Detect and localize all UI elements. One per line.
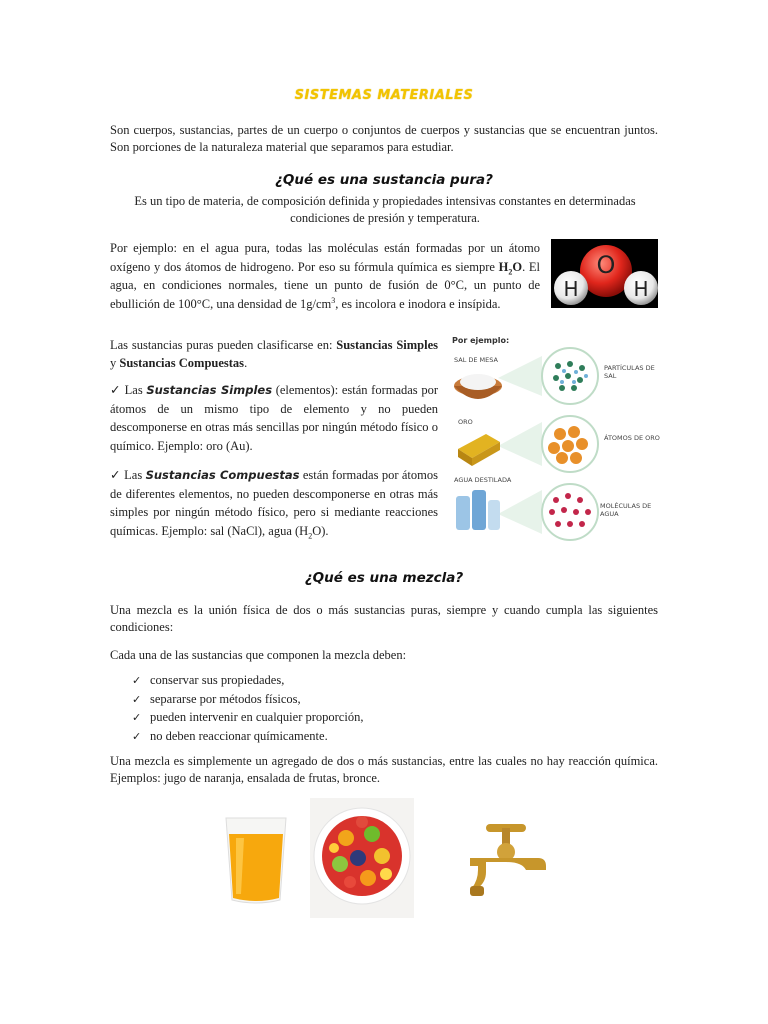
substances-figure	[450, 334, 662, 550]
list-item: ✓ conservar sus propiedades,	[132, 672, 532, 691]
mezcla-definition: Una mezcla es la unión física de dos o más sustancias puras, siempre y cuando cumpla las siguientes condiciones:	[110, 603, 658, 634]
fruit-salad-image	[310, 798, 414, 918]
example-text-2: . El agua, en condiciones normales, tiene un punto de fusión de 0°C, un punto de ebullición de 100°C, una densidad de 1g/cm	[110, 259, 541, 311]
label-oro: ORO	[458, 418, 473, 426]
heading-mezcla: ¿Qué es una mezcla?	[304, 570, 464, 586]
example-sup: 3	[331, 295, 336, 305]
simples-paragraph: ✓ Las Sustancias Simples (elementos): están formadas por átomos de un mismo tipo de elemento y no pueden descomponerse en otras más sencillas por ningún método físico o químico. Ejemplo: oro (Au).	[110, 383, 438, 453]
page-title: SISTEMAS MATERIALES	[294, 88, 474, 103]
definition-paragraph: Es un tipo de materia, de composición definida y propiedades intensivas constantes en determinadas condiciones de presión y temperatura.	[134, 194, 636, 225]
mezcla-lead: Cada una de las sustancias que componen la mezcla deben:	[110, 648, 407, 662]
figure-caption: Por ejemplo:	[452, 336, 510, 345]
label-moleculas-agua: MOLÉCULAS DE AGUA	[600, 502, 652, 518]
check-icon: ✓	[132, 730, 142, 743]
label-sal-de-mesa: SAL DE MESA	[454, 356, 498, 364]
list-item: ✓ no deben reaccionar químicamente.	[132, 728, 532, 747]
example-text-1: Por ejemplo: en el agua pura, todas las moléculas están formadas por un átomo oxígeno y dos átomos de hidrogeno. Por eso su fórmula química es siempre	[110, 241, 540, 274]
simples-term: Sustancias Simples	[146, 383, 273, 397]
list-item: ✓ separarse por métodos físicos,	[132, 691, 532, 710]
label-particulas-sal: PARTÍCULAS DE SAL	[604, 364, 655, 380]
classification-paragraph: Las sustancias puras pueden clasificarse en: Sustancias Simples y Sustancias Compuestas.	[110, 338, 439, 370]
label-atomos-oro: ÁTOMOS DE ORO	[604, 434, 660, 442]
term-compuestas: Sustancias Compuestas	[119, 356, 245, 370]
hydrogen-label-left: H	[563, 277, 579, 301]
list-item: ✓ pueden intervenir en cualquier proporción,	[132, 709, 532, 728]
mezcla-examples: Una mezcla es simplemente un agregado de dos o más sustancias, entre las cuales no hay reacción química. Ejemplos: jugo de naranja, ensalada de frutas, bronce.	[110, 754, 658, 785]
compuestas-term: Sustancias Compuestas	[145, 468, 300, 482]
term-simples: Sustancias Simples	[336, 338, 439, 352]
intro-paragraph: Son cuerpos, sustancias, partes de un cuerpo o conjuntos de cuerpos y sustancias que se encuentran juntos. Son porciones de la naturaleza material que separamos para estudiar.	[110, 123, 658, 154]
example-text-3: , es incolora e inodora e insípida.	[335, 296, 501, 311]
check-icon: ✓	[132, 712, 142, 724]
heading-sustancia-pura: ¿Qué es una sustancia pura?	[275, 172, 493, 188]
formula: $H_2O$	[498, 259, 523, 276]
hydrogen-label-right: H	[633, 277, 649, 301]
label-agua-destilada: AGUA DESTILADA	[454, 476, 512, 484]
oxygen-label: O	[596, 251, 616, 279]
check-icon: ✓	[132, 675, 142, 687]
compuestas-paragraph: ✓ Las Sustancias Compuestas están formadas por átomos de diferentes elementos, no pueden descomponerse en otras más simples por ningún método físico, pero si mediante reacciones químicas. Ejemplo: sal (NaCl), agua $(H_2O)$.	[110, 468, 438, 540]
conditions-list	[132, 672, 532, 746]
orange-juice-image	[214, 812, 298, 908]
check-icon: ✓	[132, 693, 142, 706]
brass-faucet-image	[466, 818, 548, 902]
example-paragraph	[110, 239, 540, 313]
water-molecule-image	[551, 239, 658, 308]
